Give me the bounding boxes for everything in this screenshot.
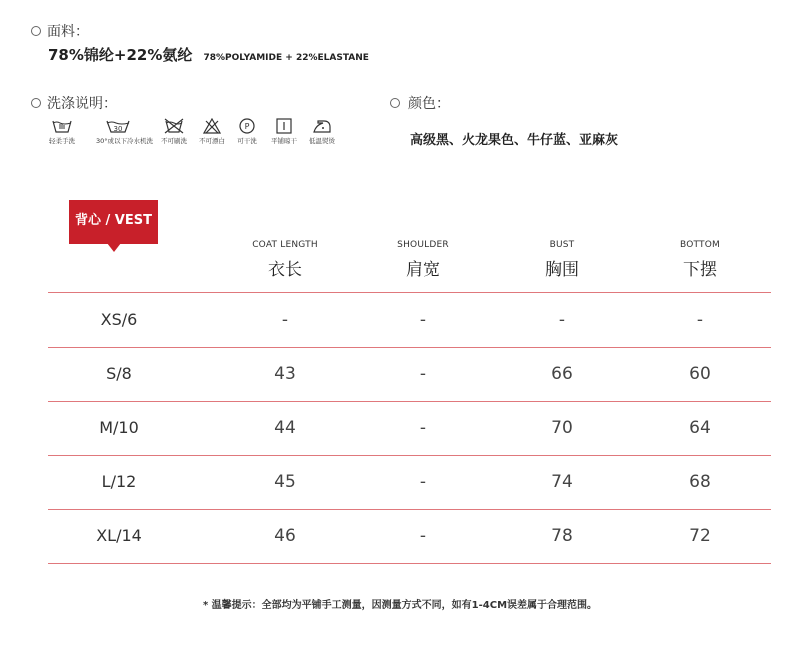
fabric-composition-cn: 78%锦纶+22%氨纶 (48, 46, 193, 64)
column-header-cn: 胸围 (545, 260, 579, 280)
column-header-en: SHOULDER (397, 240, 449, 250)
table-divider (48, 455, 771, 456)
fabric-composition-en: 78%POLYAMIDE + 22%ELASTANE (203, 53, 369, 63)
size-label: M/10 (99, 418, 139, 437)
table-divider (48, 292, 771, 293)
table-cell: 68 (689, 472, 711, 492)
care-label: 洗涤说明： (47, 96, 117, 112)
care-caption: 低温熨烫 (309, 137, 335, 145)
column-header-coat-length (220, 240, 350, 280)
vest-tag-pointer (107, 243, 121, 252)
color-values: 高级黑、火龙果色、牛仔蓝、亚麻灰 (410, 133, 619, 148)
table-divider (48, 401, 771, 402)
table-cell: - (419, 364, 427, 384)
table-divider (48, 563, 771, 564)
table-cell: 45 (274, 472, 296, 492)
table-cell: 66 (551, 364, 573, 384)
fabric-label: 面料： (47, 24, 89, 40)
care-caption: 平铺晾干 (271, 137, 297, 145)
table-cell: - (696, 310, 704, 330)
table-cell: 64 (689, 418, 711, 438)
table-cell: - (281, 310, 289, 330)
table-divider (48, 347, 771, 348)
size-label: S/8 (106, 364, 132, 383)
table-divider (48, 509, 771, 510)
column-header-bust (497, 240, 627, 280)
table-cell: - (419, 418, 427, 438)
table-cell: - (419, 310, 427, 330)
table-cell: 78 (551, 526, 573, 546)
table-cell: 72 (689, 526, 711, 546)
care-caption: 轻柔手洗 (49, 137, 75, 145)
column-header-en: COAT LENGTH (252, 240, 318, 250)
hand-wash-icon (40, 118, 84, 145)
size-label: XL/14 (96, 526, 142, 545)
fabric-composition (48, 44, 369, 65)
dry-clean-letter: P (244, 122, 250, 131)
care-caption: 30°或以下冷水机洗 (96, 137, 154, 145)
size-label: L/12 (101, 472, 137, 491)
column-header-bottom (635, 240, 765, 280)
machine-wash-30-icon (96, 118, 154, 145)
table-cell: - (558, 310, 566, 330)
fabric-bullet-icon (31, 26, 41, 36)
table-cell: 74 (551, 472, 573, 492)
column-header-cn: 衣长 (268, 260, 302, 280)
color-label: 颜色： (408, 96, 450, 112)
size-label: XS/6 (100, 310, 138, 329)
table-cell: 43 (274, 364, 296, 384)
footnote: * 温馨提示：全部均为平铺手工测量，因测量方式不同，如有1-4CM误差属于合理范围。 (202, 600, 598, 611)
table-cell: - (419, 526, 427, 546)
table-cell: - (419, 472, 427, 492)
table-cell: 46 (274, 526, 296, 546)
care-caption: 不可漂白 (199, 137, 225, 145)
column-header-en: BOTTOM (680, 240, 720, 250)
table-cell: 60 (689, 364, 711, 384)
care-caption: 不可刷洗 (161, 137, 187, 145)
vest-tag: 背心 / VEST (69, 200, 158, 244)
column-header-cn: 肩宽 (406, 260, 440, 280)
table-cell: 70 (551, 418, 573, 438)
care-caption: 可干洗 (237, 137, 257, 145)
column-header-cn: 下摆 (683, 260, 717, 280)
column-header-en: BUST (549, 240, 575, 250)
care-bullet-icon (31, 98, 41, 108)
wash-temp: 30 (113, 125, 123, 133)
column-header-shoulder (358, 240, 488, 280)
low-iron-icon (300, 118, 344, 145)
table-cell: 44 (274, 418, 296, 438)
color-bullet-icon (390, 98, 400, 108)
